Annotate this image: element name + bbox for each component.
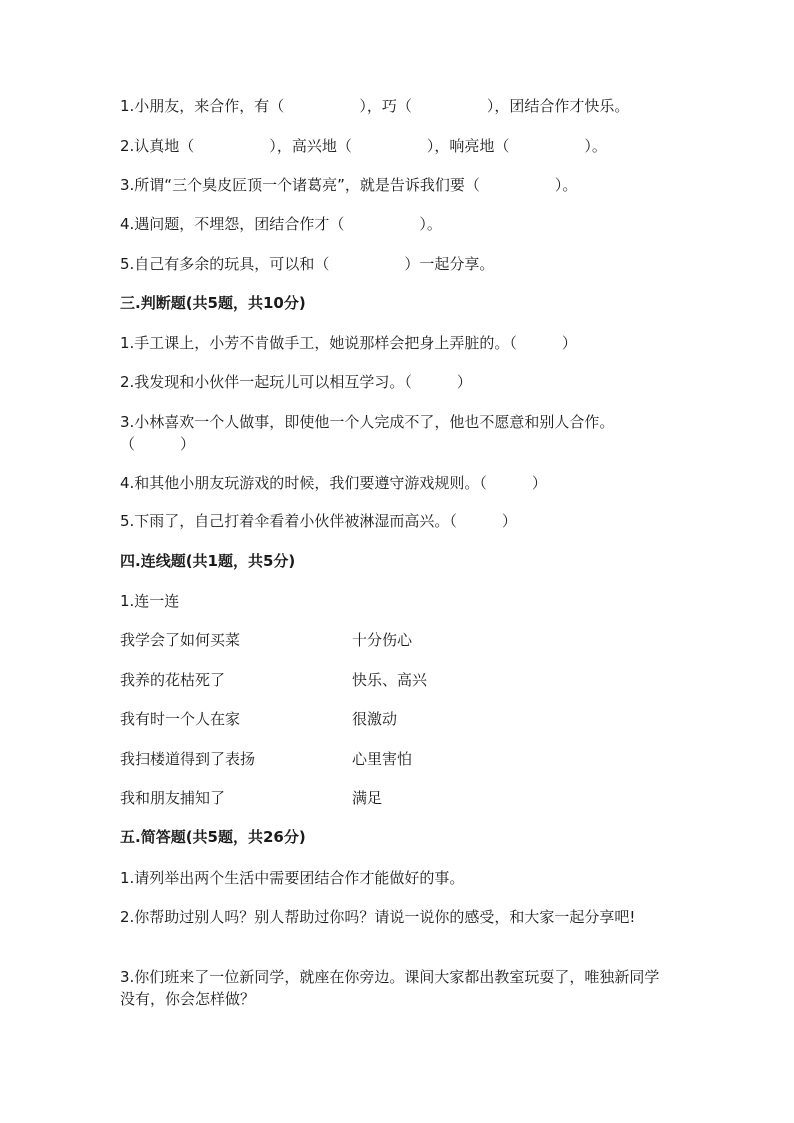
fill-in-item-1: 1.小朋友，来合作，有（ ），巧（ ），团结合作才快乐。 [120,97,630,115]
matching-right-item-5: 满足 [352,789,383,807]
matching-left-item-5: 我和朋友捕知了 [120,789,226,807]
matching-left-item-3: 我有时一个人在家 [120,710,241,728]
short-answer-item-2: 2.你帮助过别人吗？别人帮助过你吗？请说一说你的感受，和大家一起分享吧! [120,908,636,926]
matching-right-item-3: 很激动 [352,710,398,728]
matching-right-item-4: 心里害怕 [352,750,413,768]
judgement-item-3: 3.小林喜欢一个人做事，即使他一个人完成不了，他也不愿意和别人合作。（ ） [120,413,615,453]
short-answer-item-1: 1.请列举出两个生活中需要团结合作才能做好的事。 [120,869,465,887]
section-heading-matching: 四.连线题(共1题，共5分) [120,552,296,570]
matching-prompt: 1.连一连 [120,592,180,610]
fill-in-item-5: 5.自己有多余的玩具，可以和（ ）一起分享。 [120,255,495,273]
judgement-item-5: 5.下雨了，自己打着伞看着小伙伴被淋湿而高兴。（ ） [120,512,517,530]
judgement-item-2: 2.我发现和小伙伴一起玩儿可以相互学习。（ ） [120,373,472,391]
section-heading-short-answer: 五.简答题(共5题，共26分) [120,828,306,846]
judgement-item-4: 4.和其他小朋友玩游戏的时候，我们要遵守游戏规则。（ ） [120,474,547,492]
judgement-item-1: 1.手工课上，小芳不肯做手工，她说那样会把身上弄脏的。（ ） [120,334,577,352]
fill-in-item-4: 4.遇问题，不埋怨，团结合作才（ ）。 [120,215,442,233]
fill-in-item-3: 3.所谓“三个臭皮匠顶一个诸葛亮”，就是告诉我们要（ ）。 [120,176,578,194]
matching-left-item-2: 我养的花枯死了 [120,671,226,689]
section-heading-judgement: 三.判断题(共5题，共10分) [120,294,306,312]
short-answer-item-3: 3.你们班来了一位新同学，就座在你旁边。课间大家都出教室玩耍了，唯独新同学没有，你会怎样做？ [120,968,660,1008]
matching-left-item-4: 我扫楼道得到了表扬 [120,750,256,768]
matching-right-item-1: 十分伤心 [352,631,413,649]
matching-left-item-1: 我学会了如何买菜 [120,631,241,649]
fill-in-item-2: 2.认真地（ ），高兴地（ ），响亮地（ ）。 [120,137,607,155]
matching-right-item-2: 快乐、高兴 [352,671,428,689]
